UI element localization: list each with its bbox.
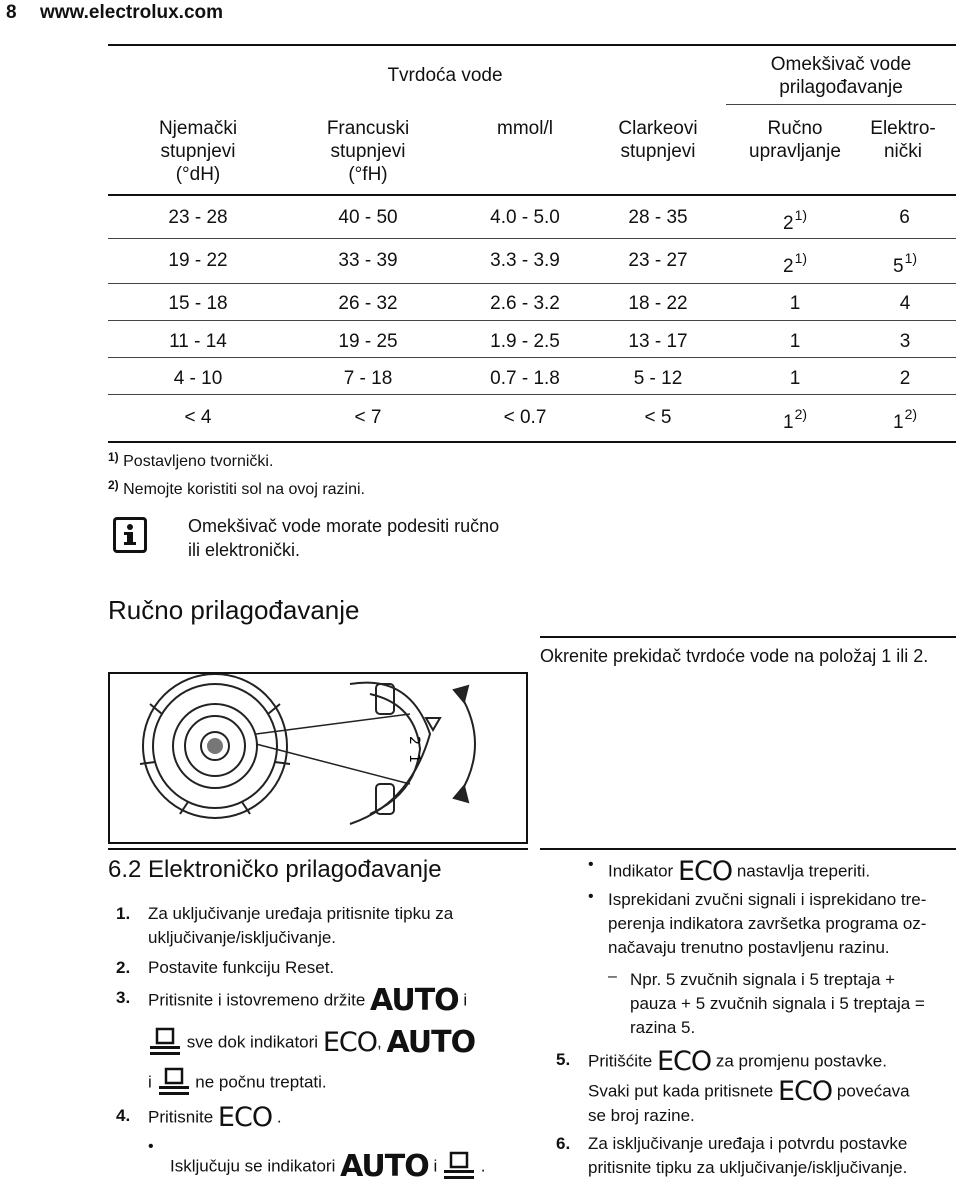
step-1-text: Za uključivanje uređaja pritisnite tipku za uključivanje/isključivanje. (148, 904, 454, 947)
table-cell: 0.7 - 1.8 (490, 368, 560, 389)
header-bottom-rule (108, 194, 956, 196)
step-number: 2. (116, 958, 131, 977)
table-cell: < 4 (184, 407, 212, 428)
table-cell: 23 - 27 (628, 250, 688, 271)
step-4-bullet: Isključuju se indikatori AUTO i . (170, 1149, 486, 1184)
auto-icon: AUTO (340, 1149, 429, 1184)
step-number: 3. (116, 988, 131, 1007)
col-header-manual: Ručno upravljanje (749, 118, 841, 162)
table-cell: 28 - 35 (628, 207, 688, 228)
table-cell: 4.0 - 5.0 (490, 207, 560, 228)
step-number: 6. (556, 1134, 571, 1153)
eco-icon: ECO (777, 1076, 833, 1107)
table-cell: 13 - 17 (628, 331, 688, 352)
group-header-hardness: Tvrdoća vode (387, 65, 503, 86)
table-bottom-rule (108, 441, 956, 443)
water-hardness-dial-illustration (110, 674, 526, 842)
eco-icon: ECO (677, 856, 733, 887)
manual-caption: Okrenite prekidač tvrdoće vode na položaj 1 ili 2. (540, 646, 929, 666)
table-cell: 15 - 18 (168, 293, 228, 314)
auto-icon: AUTO (370, 983, 459, 1018)
table-top-rule (108, 44, 956, 46)
bullet-mark: • (588, 856, 594, 873)
eco-icon: ECO (656, 1046, 712, 1077)
table-cell: 1$^{2)}$ (782, 406, 808, 433)
table-cell: 40 - 50 (338, 207, 398, 228)
table-cell: 7 - 18 (343, 368, 393, 389)
table-cell: 2$^{1)}$ (782, 207, 808, 234)
page-number: 8 (6, 2, 17, 23)
table-cell: 2.6 - 3.2 (490, 293, 560, 314)
step-number: 5. (556, 1050, 571, 1069)
table-cell: 2$^{1)}$ (782, 250, 808, 277)
row-rule (108, 357, 956, 358)
electronic-section-rule-left (108, 848, 528, 850)
step-3-line-3: i ne počnu treptati. (148, 1066, 327, 1100)
manual-section-title: Ručno prilagođavanje (108, 595, 360, 625)
table-cell: 23 - 28 (168, 207, 228, 228)
electronic-section-rule-right (540, 848, 956, 850)
site-url: www.electrolux.com (40, 2, 224, 23)
indicator-blink-note: Indikator ECO nastavlja treperiti. (608, 856, 871, 887)
signal-note: Isprekidani zvučni signali i isprekidano tre- perenja indikatora završetka programa oz- načavaju trenutno postavljenu razinu. (608, 890, 927, 957)
step-3-line-2: sve dok indikatori ECO, AUTO (148, 1026, 475, 1060)
table-cell: 5 - 12 (633, 368, 683, 389)
dish-rack-icon (148, 1026, 182, 1060)
row-rule (108, 394, 956, 395)
auto-icon: AUTO (386, 1025, 476, 1060)
footnote-2: $^{2)}$ Nemojte koristiti sol na ovoj razini. (108, 478, 365, 498)
col-header-mmol: mmol/l (497, 118, 553, 139)
dial-illustration-frame (108, 672, 528, 844)
step-5-line-2: Svaki put kada pritisnete ECO povećava (588, 1076, 910, 1107)
eco-icon: ECO (217, 1102, 273, 1133)
step-6-text: Za isključivanje uređaja i potvrdu postavke pritisnite tipku za uključivanje/isključivanje. (588, 1134, 908, 1177)
footnote-1: $^{1)}$ Postavljeno tvornički. (108, 450, 274, 470)
eco-icon: ECO (322, 1027, 377, 1058)
electronic-section-title: 6.2 Elektroničko prilagođavanje (108, 856, 442, 883)
table-cell: 33 - 39 (338, 250, 398, 271)
table-cell: 1 (789, 331, 801, 352)
table-cell: 4 - 10 (173, 368, 223, 389)
table-cell: 6 (899, 207, 910, 228)
example-note: Npr. 5 zvučnih signala i 5 treptaja + pauza + 5 zvučnih signala i 5 treptaja = razina 5. (630, 970, 925, 1037)
table-cell: 26 - 32 (338, 293, 398, 314)
row-rule (108, 283, 956, 284)
table-cell: 5$^{1)}$ (892, 250, 918, 277)
row-rule (108, 320, 956, 321)
dish-rack-icon (157, 1066, 191, 1100)
group-header-softener: Omekšivač vode prilagođavanje (770, 54, 912, 98)
dash-mark: – (608, 968, 617, 985)
table-cell: < 0.7 (503, 407, 547, 428)
step-5-line-1: Pritišćite ECO za promjenu postavke. (588, 1046, 887, 1077)
step-number: 1. (116, 904, 131, 923)
table-cell: 1.9 - 2.5 (490, 331, 560, 352)
col-header-fh: Francuski stupnjevi (°fH) (326, 118, 410, 185)
dial-label-1: 1 (406, 754, 422, 763)
table-cell: < 7 (354, 407, 382, 428)
dish-rack-icon (442, 1150, 476, 1184)
manual-section-rule (540, 636, 956, 638)
table-cell: 11 - 14 (169, 331, 227, 352)
step-4-text: Pritisnite ECO . (148, 1102, 282, 1133)
table-cell: 1 (789, 293, 801, 314)
softener-group-rule (726, 104, 956, 105)
col-header-dh: Njemački stupnjevi (°dH) (158, 118, 238, 185)
table-cell: < 5 (644, 407, 672, 428)
info-note: Omekšivač vode morate podesiti ručno ili elektronički. (188, 516, 500, 560)
info-icon (113, 517, 147, 553)
dial-label-2: 2 (406, 736, 422, 745)
bullet-mark: • (588, 888, 594, 905)
step-2-text: Postavite funkciju Reset. (148, 958, 335, 977)
col-header-electronic: Elektro- nički (870, 118, 936, 162)
table-cell: 3 (899, 331, 911, 352)
step-number: 4. (116, 1106, 131, 1125)
table-cell: 19 - 22 (168, 250, 228, 271)
step-5-line-3: se broj razine. (588, 1106, 695, 1125)
bullet-mark: • (148, 1138, 154, 1155)
table-cell: 1 (789, 368, 801, 389)
table-cell: 19 - 25 (338, 331, 398, 352)
col-header-clarke: Clarkeovi stupnjevi (618, 118, 698, 162)
table-cell: 4 (899, 293, 911, 314)
table-cell: 1$^{2)}$ (892, 406, 918, 433)
step-3-line-1: Pritisnite i istovremeno držite AUTO i (148, 983, 468, 1018)
table-cell: 3.3 - 3.9 (490, 250, 560, 271)
table-cell: 2 (899, 368, 911, 389)
table-cell: 18 - 22 (628, 293, 688, 314)
row-rule (108, 238, 956, 239)
